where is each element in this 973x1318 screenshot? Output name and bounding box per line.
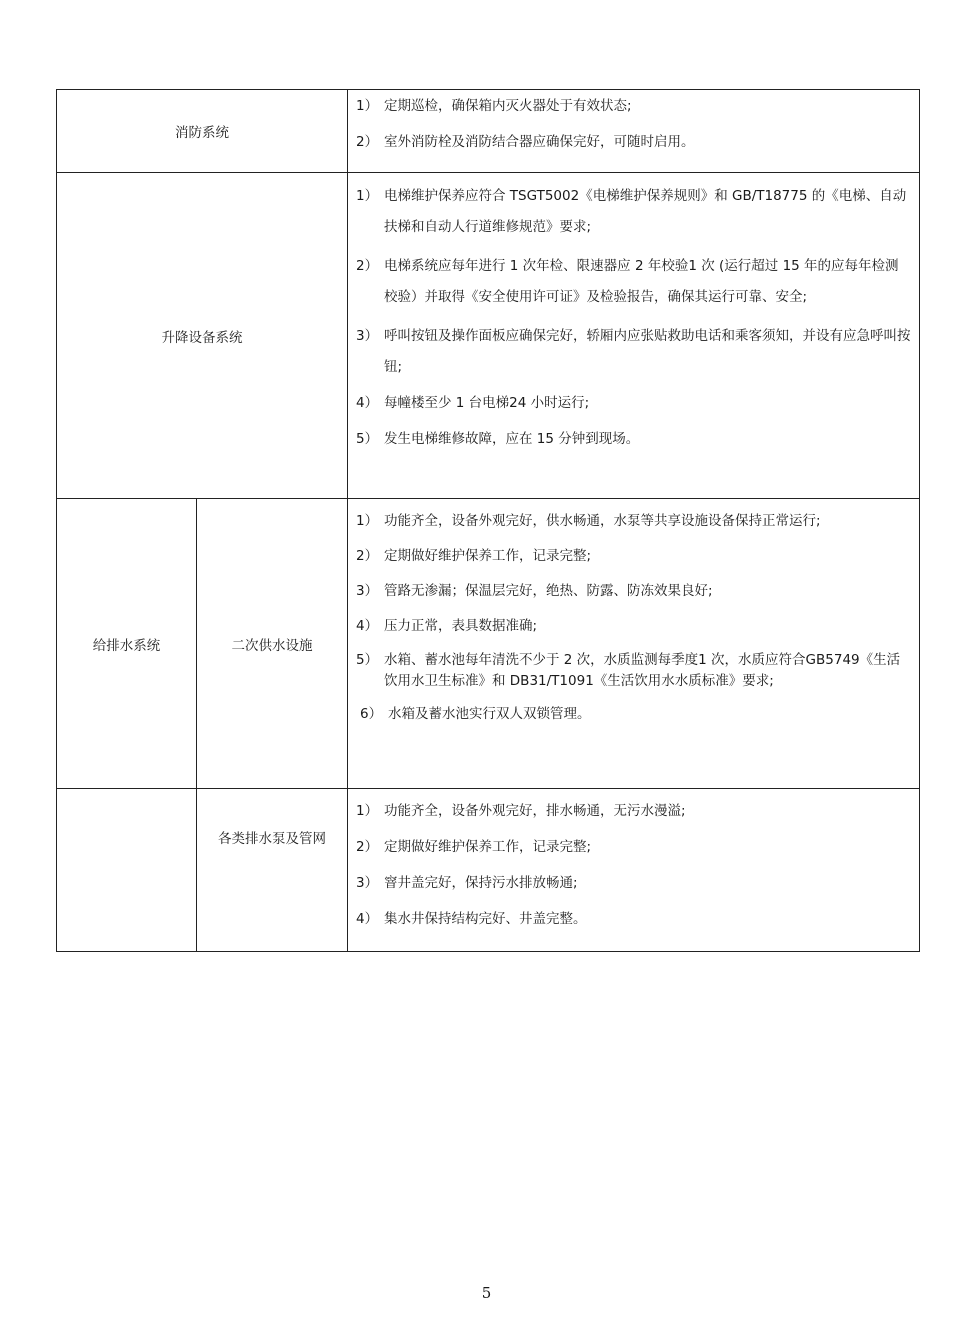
- item-number: 3）: [356, 328, 379, 344]
- subcategory-label: 二次供水设施: [231, 637, 313, 654]
- list-item: [356, 610, 911, 642]
- category-cell: [57, 173, 348, 499]
- subcategory-label: 各类排水泵及管网: [218, 831, 326, 847]
- list-item: [356, 795, 911, 827]
- page-number: 5: [481, 1284, 492, 1302]
- item-number: 1）: [356, 98, 379, 114]
- table-row: [57, 173, 920, 499]
- requirements-list: [356, 90, 911, 158]
- item-text: 管路无渗漏；保温层完好，绝热、防露、防冻效果良好;: [384, 583, 713, 599]
- table-row: [57, 499, 920, 789]
- list-item: [356, 126, 911, 158]
- item-text: 定期做好维护保养工作，记录完整;: [384, 839, 592, 855]
- list-item: [356, 505, 911, 537]
- list-item: [356, 575, 911, 607]
- requirements-cell: [348, 789, 920, 952]
- item-number: 3）: [356, 583, 379, 599]
- requirements-cell: [348, 173, 920, 499]
- item-number: 2）: [356, 548, 379, 564]
- item-number: 4）: [356, 395, 379, 411]
- category-label: 消防系统: [175, 125, 229, 141]
- category-cell: [57, 499, 197, 789]
- table-row: [57, 90, 920, 173]
- item-number: 1）: [356, 513, 379, 529]
- item-text: 压力正常，表具数据准确;: [384, 618, 538, 634]
- item-number: 5）: [356, 431, 379, 447]
- list-item: [356, 181, 911, 243]
- list-item: [356, 251, 911, 313]
- list-item: [356, 387, 911, 419]
- requirements-list: [356, 173, 911, 455]
- item-text: 电梯维护保养应符合 TSGT5002《电梯维护保养规则》和 GB/T18775 的《电梯、自动扶梯和自动人行道维修规范》要求;: [384, 188, 907, 235]
- item-number: 4）: [356, 911, 379, 927]
- category-label: 升降设备系统: [161, 329, 243, 346]
- item-text: 水箱及蓄水池实行双人双锁管理。: [388, 706, 591, 722]
- item-number: 6）: [360, 706, 383, 722]
- maintenance-standards-table: [56, 89, 920, 952]
- item-text: 水箱、蓄水池每年清洗不少于 2 次，水质监测每季度1 次，水质应符合GB5749《生活饮用水卫生标准》和 DB31/T1091《生活饮用水水质标准》要求;: [384, 652, 901, 689]
- item-number: 5）: [356, 652, 379, 668]
- list-item: [356, 321, 911, 383]
- item-text: 功能齐全，设备外观完好，排水畅通，无污水漫溢;: [384, 803, 686, 819]
- list-item: [356, 867, 911, 899]
- item-text: 窨井盖完好，保持污水排放畅通;: [384, 875, 578, 891]
- item-text: 室外消防栓及消防结合器应确保完好，可随时启用。: [384, 134, 695, 150]
- item-text: 呼叫按钮及操作面板应确保完好，轿厢内应张贴救助电话和乘客须知，并设有应急呼叫按钮;: [384, 328, 911, 375]
- list-item: [356, 423, 911, 455]
- category-label: 给排水系统: [92, 637, 161, 654]
- item-number: 2）: [356, 134, 379, 150]
- item-number: 1）: [356, 803, 379, 819]
- item-number: 3）: [356, 875, 379, 891]
- item-text: 定期巡检，确保箱内灭火器处于有效状态;: [384, 98, 632, 114]
- list-item: [356, 831, 911, 863]
- list-item: [356, 650, 911, 692]
- subcategory-cell: [197, 499, 348, 789]
- item-text: 定期做好维护保养工作，记录完整;: [384, 548, 592, 564]
- item-number: 1）: [356, 188, 379, 204]
- list-item: [356, 540, 911, 572]
- item-text: 集水井保持结构完好、井盖完整。: [384, 911, 587, 927]
- list-item: [356, 698, 911, 730]
- requirements-list: [356, 789, 911, 935]
- item-number: 2）: [356, 258, 379, 274]
- item-text: 功能齐全，设备外观完好，供水畅通，水泵等共享设施设备保持正常运行;: [384, 513, 821, 529]
- item-text: 每幢楼至少 1 台电梯24 小时运行;: [384, 395, 590, 411]
- item-text: 发生电梯维修故障，应在 15 分钟到现场。: [384, 431, 640, 447]
- requirements-list: [356, 499, 911, 730]
- subcategory-cell: [197, 789, 348, 952]
- table-row: [57, 789, 920, 952]
- item-number: 4）: [356, 618, 379, 634]
- category-cell-empty: [57, 789, 197, 952]
- list-item: [356, 903, 911, 935]
- list-item: [356, 90, 911, 122]
- requirements-cell: [348, 499, 920, 789]
- category-cell: [57, 90, 348, 173]
- item-text: 电梯系统应每年进行 1 次年检、限速器应 2 年校验1 次 (运行超过 15 年的应每年检测校验）并取得《安全使用许可证》及检验报告，确保其运行可靠、安全;: [384, 258, 899, 305]
- item-number: 2）: [356, 839, 379, 855]
- requirements-cell: [348, 90, 920, 173]
